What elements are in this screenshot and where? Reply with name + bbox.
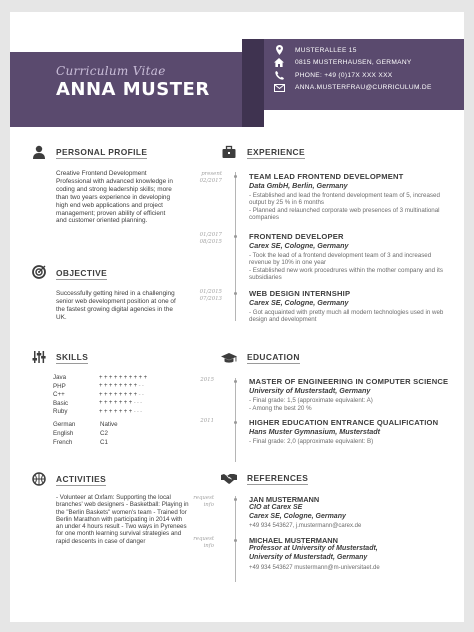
bullet: - Planned and relaunched corporate web presences of 3 multinational companies xyxy=(249,206,440,221)
references-title: REFERENCES xyxy=(247,473,309,483)
experience-company-2: Carex SE, Cologne, Germany xyxy=(249,241,349,250)
curriculum-vitae-label: Curriculum Vitae xyxy=(56,64,166,78)
reference-name-2: MICHAEL MUSTERMANN xyxy=(249,536,338,545)
location-pin-icon xyxy=(272,45,286,55)
skill-level-empty: --- xyxy=(133,408,144,415)
experience-bullets-1 xyxy=(249,192,454,221)
experience-title-3: WEB DESIGN INTERNSHIP xyxy=(249,289,351,298)
reference-role-1: CIO at Carex SE xyxy=(249,504,303,511)
timeline-dot xyxy=(234,380,237,383)
objective-title: OBJECTIVE xyxy=(56,268,108,278)
education-date-1: 2015 xyxy=(200,377,214,383)
skill-row-basic xyxy=(53,400,143,408)
skill-row-ruby xyxy=(53,408,143,416)
reference-request-info-2: request info xyxy=(193,536,214,549)
experience-bullets-3 xyxy=(249,309,454,324)
education-timeline xyxy=(235,378,236,462)
basketball-icon xyxy=(32,472,46,486)
experience-date-2 xyxy=(186,232,222,246)
graduation-cap-icon xyxy=(221,351,235,365)
language-row-french xyxy=(53,439,108,448)
contact-list xyxy=(272,44,432,94)
experience-title-2: FRONTEND DEVELOPER xyxy=(249,232,344,241)
contact-email[interactable] xyxy=(272,82,432,95)
contact-city-text: 0815 MUSTERHAUSEN, GERMANY xyxy=(295,59,412,67)
skill-level-filled: +++++++ xyxy=(99,408,134,415)
reference-contact-1[interactable]: +49 934 543627, j.mustermann@carex.de xyxy=(249,523,362,529)
activities-text: - Volunteer at Oxfam: Supporting the local branches' web designers - Basketball: Playing in the "Berlin Baskets" women's team - Trained for Berlin Marathon with participating in 2014 with an under 4 hours result - Two ways in Pyrenees for one month learning survival strategies and rapid descents in case of danger xyxy=(56,494,189,545)
date-to: 07/2013 xyxy=(199,296,222,302)
date-from: 01/2015 xyxy=(199,289,222,295)
education-title-1: MASTER OF ENGINEERING IN COMPUTER SCIENCE xyxy=(249,377,449,386)
education-school-2: Hans Muster Gymnasium, Musterstadt xyxy=(249,427,381,436)
reference-role-2: Professor at University of Musterstadt, xyxy=(249,545,378,552)
contact-phone[interactable] xyxy=(272,69,432,82)
skills-title: SKILLS xyxy=(56,352,89,362)
skill-level-empty: --- xyxy=(133,400,144,407)
skill-row-cpp xyxy=(53,391,145,399)
skill-name: C++ xyxy=(53,391,65,399)
date-from: 01/2017 xyxy=(199,232,222,238)
briefcase-icon xyxy=(222,145,236,159)
bullet: - Took the lead of a frontend development team of 3 and increased revenue by 10% in one year xyxy=(249,252,432,267)
language-level: Native xyxy=(100,421,118,428)
education-title: EDUCATION xyxy=(247,352,300,362)
skill-name: Java xyxy=(53,374,67,382)
language-level: C1 xyxy=(100,439,108,446)
skill-level-filled: +++++++ xyxy=(99,400,134,407)
experience-timeline xyxy=(235,172,236,321)
skill-level-filled: ++++++++ xyxy=(99,383,139,390)
skill-row-php xyxy=(53,383,145,391)
skill-name: Ruby xyxy=(53,408,68,416)
skill-level-filled: ++++++++ xyxy=(99,391,139,398)
email-icon xyxy=(272,83,286,93)
experience-bullets-2 xyxy=(249,252,454,281)
date-from: present xyxy=(201,171,222,177)
person-icon xyxy=(32,145,46,159)
target-icon xyxy=(32,265,46,279)
personal-profile-text: Creative Frontend Development Professional with advanced knowledge in coding and strong leadership skills; more than two years experience in developing high end web applications and project management; proven ability of efficient and customer oriented planning. xyxy=(56,170,173,225)
education-date-2: 2011 xyxy=(200,418,214,424)
timeline-dot xyxy=(234,498,237,501)
header-band-fold xyxy=(242,39,264,127)
skill-row-java xyxy=(53,374,149,382)
education-title-2: HIGHER EDUCATION ENTRANCE QUALIFICATION xyxy=(249,418,439,427)
reference-request-info-1: request info xyxy=(193,495,214,508)
home-icon xyxy=(272,58,286,68)
reference-contact-2[interactable]: +49 934 543627 mustermann@m-universitaet.de xyxy=(249,565,380,571)
experience-company-3: Carex SE, Cologne, Germany xyxy=(249,298,349,307)
contact-phone-text: PHONE: +49 (0)17X XXX XXX xyxy=(295,71,393,79)
personal-profile-title: PERSONAL PROFILE xyxy=(56,147,148,157)
contact-address-text: MUSTERALLEE 15 xyxy=(295,46,357,54)
activities-title: ACTIVITIES xyxy=(56,474,107,484)
timeline-dot xyxy=(234,235,237,238)
education-bullets-2 xyxy=(249,438,454,446)
bullet: - Got acquainted with pretty much all modern technologies used in web design and development xyxy=(249,309,444,324)
experience-date-1 xyxy=(186,171,222,185)
experience-title-1: TEAM LEAD FRONTEND DEVELOPMENT xyxy=(249,172,404,181)
date-to: 02/2017 xyxy=(199,178,222,184)
bullet: - Final grade: 1,5 (approximate equivalent: A) xyxy=(249,397,373,404)
timeline-dot xyxy=(234,539,237,542)
bullet: - Among the best 20 % xyxy=(249,404,312,412)
handshake-icon xyxy=(221,471,235,485)
education-school-1: University of Musterstadt, Germany xyxy=(249,386,371,395)
language-name: English xyxy=(53,430,74,437)
contact-city xyxy=(272,57,432,70)
language-name: German xyxy=(53,421,76,428)
experience-date-3 xyxy=(186,289,222,303)
timeline-dot xyxy=(234,292,237,295)
objective-text: Successfully getting hired in a challenging senior web development position at one of the fastest growing digital agencies in the UK. xyxy=(56,290,176,321)
phone-icon xyxy=(272,70,286,80)
contact-email-text: ANNA.MUSTERFRAU@CURRICULUM.DE xyxy=(295,84,432,92)
language-name: French xyxy=(53,439,73,446)
language-row-german xyxy=(53,421,118,430)
reference-place-2: University of Musterstadt, Germany xyxy=(249,553,368,561)
contact-address xyxy=(272,44,432,57)
reference-name-1: JAN MUSTERMANN xyxy=(249,495,320,504)
experience-title: EXPERIENCE xyxy=(247,147,305,157)
reference-place-1: Carex SE, Cologne, Germany xyxy=(249,512,346,520)
language-level: C2 xyxy=(100,430,108,437)
skill-level-empty: -- xyxy=(138,383,146,390)
candidate-name: ANNA MUSTER xyxy=(56,79,210,100)
skill-level-filled: ++++++++++ xyxy=(99,374,149,381)
skill-name: Basic xyxy=(53,399,69,407)
bullet: - Established and lead the frontend development team of 5, increased output by 25 % in 6 months xyxy=(249,192,440,207)
sliders-icon xyxy=(32,350,46,364)
skill-level-empty: -- xyxy=(138,391,146,398)
cv-page xyxy=(10,12,464,622)
education-bullets-1 xyxy=(249,397,454,412)
timeline-dot xyxy=(234,175,237,178)
timeline-dot xyxy=(234,421,237,424)
bullet: - Established new work procedrures within the mother company and its subsidiaries xyxy=(249,266,443,281)
language-row-english xyxy=(53,430,108,439)
date-to: 08/2015 xyxy=(199,239,222,245)
experience-company-1: Data GmbH, Berlin, Germany xyxy=(249,181,348,190)
skill-name: PHP xyxy=(53,382,66,390)
bullet: - Final grade: 2,0 (approximate equivalent: B) xyxy=(249,438,374,445)
